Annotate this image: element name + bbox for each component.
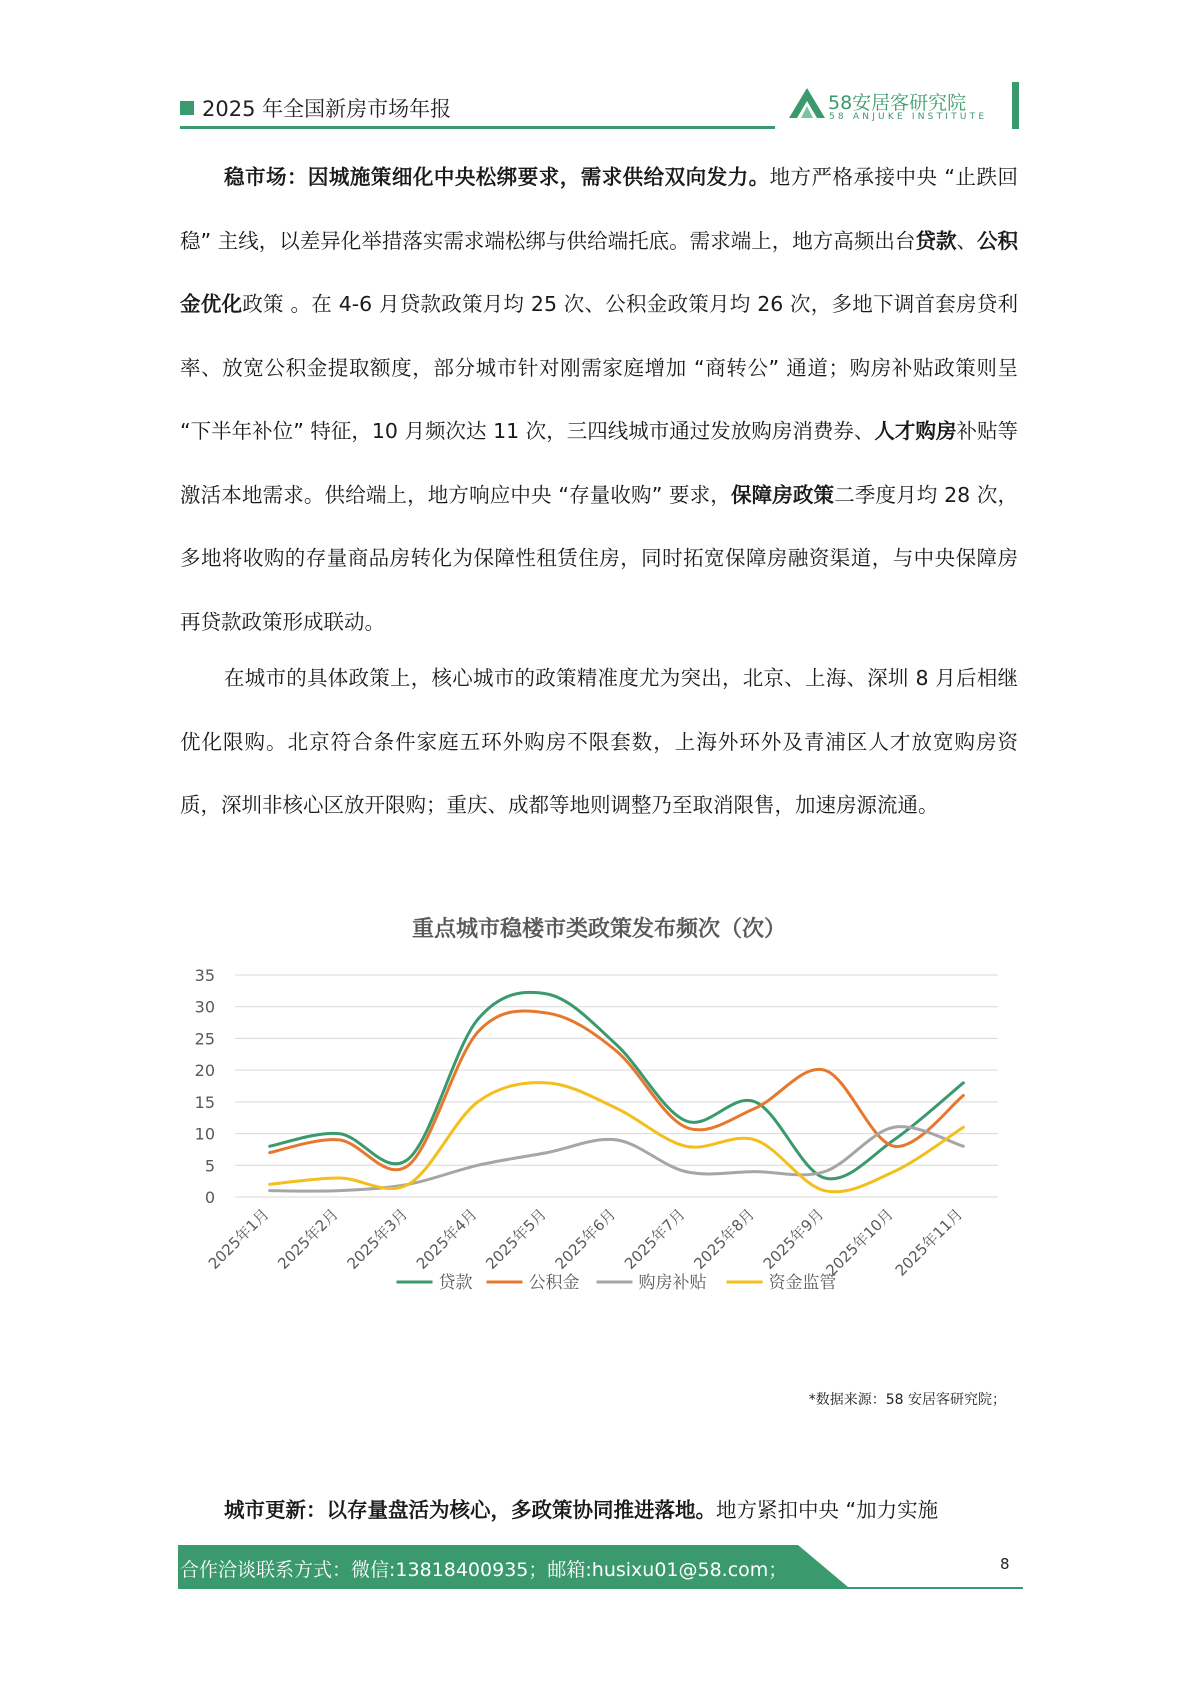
series-line-公积金 [270, 1011, 964, 1170]
legend-label: 购房补贴 [638, 1273, 707, 1293]
x-tick-label: 2025年2月 [274, 1205, 342, 1273]
series-line-贷款 [270, 992, 964, 1179]
y-tick-label: 30 [194, 997, 215, 1017]
y-tick-label: 10 [194, 1124, 215, 1144]
page-number: 8 [1000, 1555, 1010, 1573]
line-chart [180, 955, 1018, 1375]
logo [788, 86, 988, 130]
y-tick-label: 20 [194, 1061, 215, 1081]
y-tick-label: 35 [194, 966, 215, 985]
p1-text-d: 补贴等激活本地需求。供给端上，地方响应中央 “存量收购” 要求， [180, 419, 1019, 507]
p2-text: 在城市的具体政策上，核心城市的政策精准度尤为突出，北京、上海、深圳 8 月后相继优化限购。北京符合条件家庭五环外购房不限套数，上海外环外及青浦区人才放宽购房资质，深圳非核心区放开限购；重庆、成都等地则调整乃至取消限售，加速房源流通。 [180, 666, 1018, 817]
paragraph-stabilize-market [180, 146, 1018, 654]
footer-line [178, 1587, 1023, 1589]
legend-label: 贷款 [438, 1273, 473, 1293]
y-tick-label: 15 [194, 1092, 215, 1112]
p1-bold-fund: 公积金优化 [180, 228, 1019, 316]
p1-text-c: 政策 。在 4-6 月贷款政策月均 25 次、公积金政策月均 26 次，多地下调首套房贷利率、放宽公积金提取额度，部分城市针对刚需家庭增加 “商转公” 通道；购房补贴政策则呈 “下半年补位” 特征，10 月频次达 11 次，三四线城市通过发放购房消费券、 [180, 292, 1018, 443]
x-tick-label: 2025年9月 [759, 1205, 828, 1273]
x-tick-label: 2025年8月 [690, 1205, 759, 1273]
footer-contact: 合作洽谈联系方式：微信:13818400935；邮箱:husixu01@58.com； [180, 1559, 788, 1581]
legend-label: 资金监管 [768, 1273, 837, 1293]
paragraph-urban-renewal [180, 1479, 1018, 1543]
p1-text-a: 地方严格承接中央 “止跌回稳” 主线，以差异化举措落实需求端松绑与供给端托底。需求端上，地方高频出台 [180, 165, 1018, 253]
p1-lead: 稳市场：因城施策细化中央松绑要求，需求供给双向发力。 [224, 165, 770, 189]
p1-bold-loan: 贷款 [915, 228, 957, 253]
p3-text: 地方紧扣中央 “加力实施 [716, 1498, 939, 1522]
data-source: *数据来源：58 安居客研究院； [808, 1392, 1006, 1408]
x-tick-label: 2025年10月 [822, 1205, 897, 1280]
p1-text-e: 二季度月均 28 次，多地将收购的存量商品房转化为保障性租赁住房，同时拓宽保障房融资渠道，与中央保障房再贷款政策形成联动。 [180, 482, 1018, 634]
logo-house-icon [788, 86, 826, 120]
logo-subtitle: 58 ANJUKE INSTITUTE [829, 112, 988, 122]
header-underline [180, 126, 775, 129]
x-tick-label: 2025年3月 [343, 1205, 412, 1273]
header-title [180, 93, 451, 123]
paragraph-city-policy [180, 647, 1018, 838]
y-tick-label: 0 [204, 1188, 215, 1207]
x-tick-label: 2025年1月 [204, 1205, 273, 1273]
chart-title: 重点城市稳楼市类政策发布频次（次） [411, 917, 786, 942]
header-title-text: 2025 年全国新房市场年报 [202, 97, 452, 121]
x-tick-label: 2025年5月 [482, 1205, 550, 1273]
p1-bold-housing: 保障房政策 [730, 482, 835, 507]
x-tick-label: 2025年4月 [412, 1205, 481, 1273]
x-tick-label: 2025年7月 [621, 1205, 689, 1273]
header-square-icon [180, 101, 194, 115]
series-line-资金监管 [270, 1083, 964, 1192]
y-tick-label: 5 [204, 1156, 215, 1176]
x-tick-label: 2025年6月 [551, 1205, 620, 1273]
y-tick-label: 25 [194, 1029, 215, 1049]
logo-text: 58安居客研究院 [828, 92, 967, 114]
p3-lead: 城市更新：以存量盘活为核心，多政策协同推进落地。 [224, 1498, 716, 1522]
p1-sep: 、 [956, 228, 977, 253]
x-tick-label: 2025年11月 [891, 1205, 967, 1280]
p1-bold-talent: 人才购房 [874, 419, 957, 443]
header-vertical-bar [1012, 82, 1019, 129]
legend-label: 公积金 [528, 1273, 580, 1293]
